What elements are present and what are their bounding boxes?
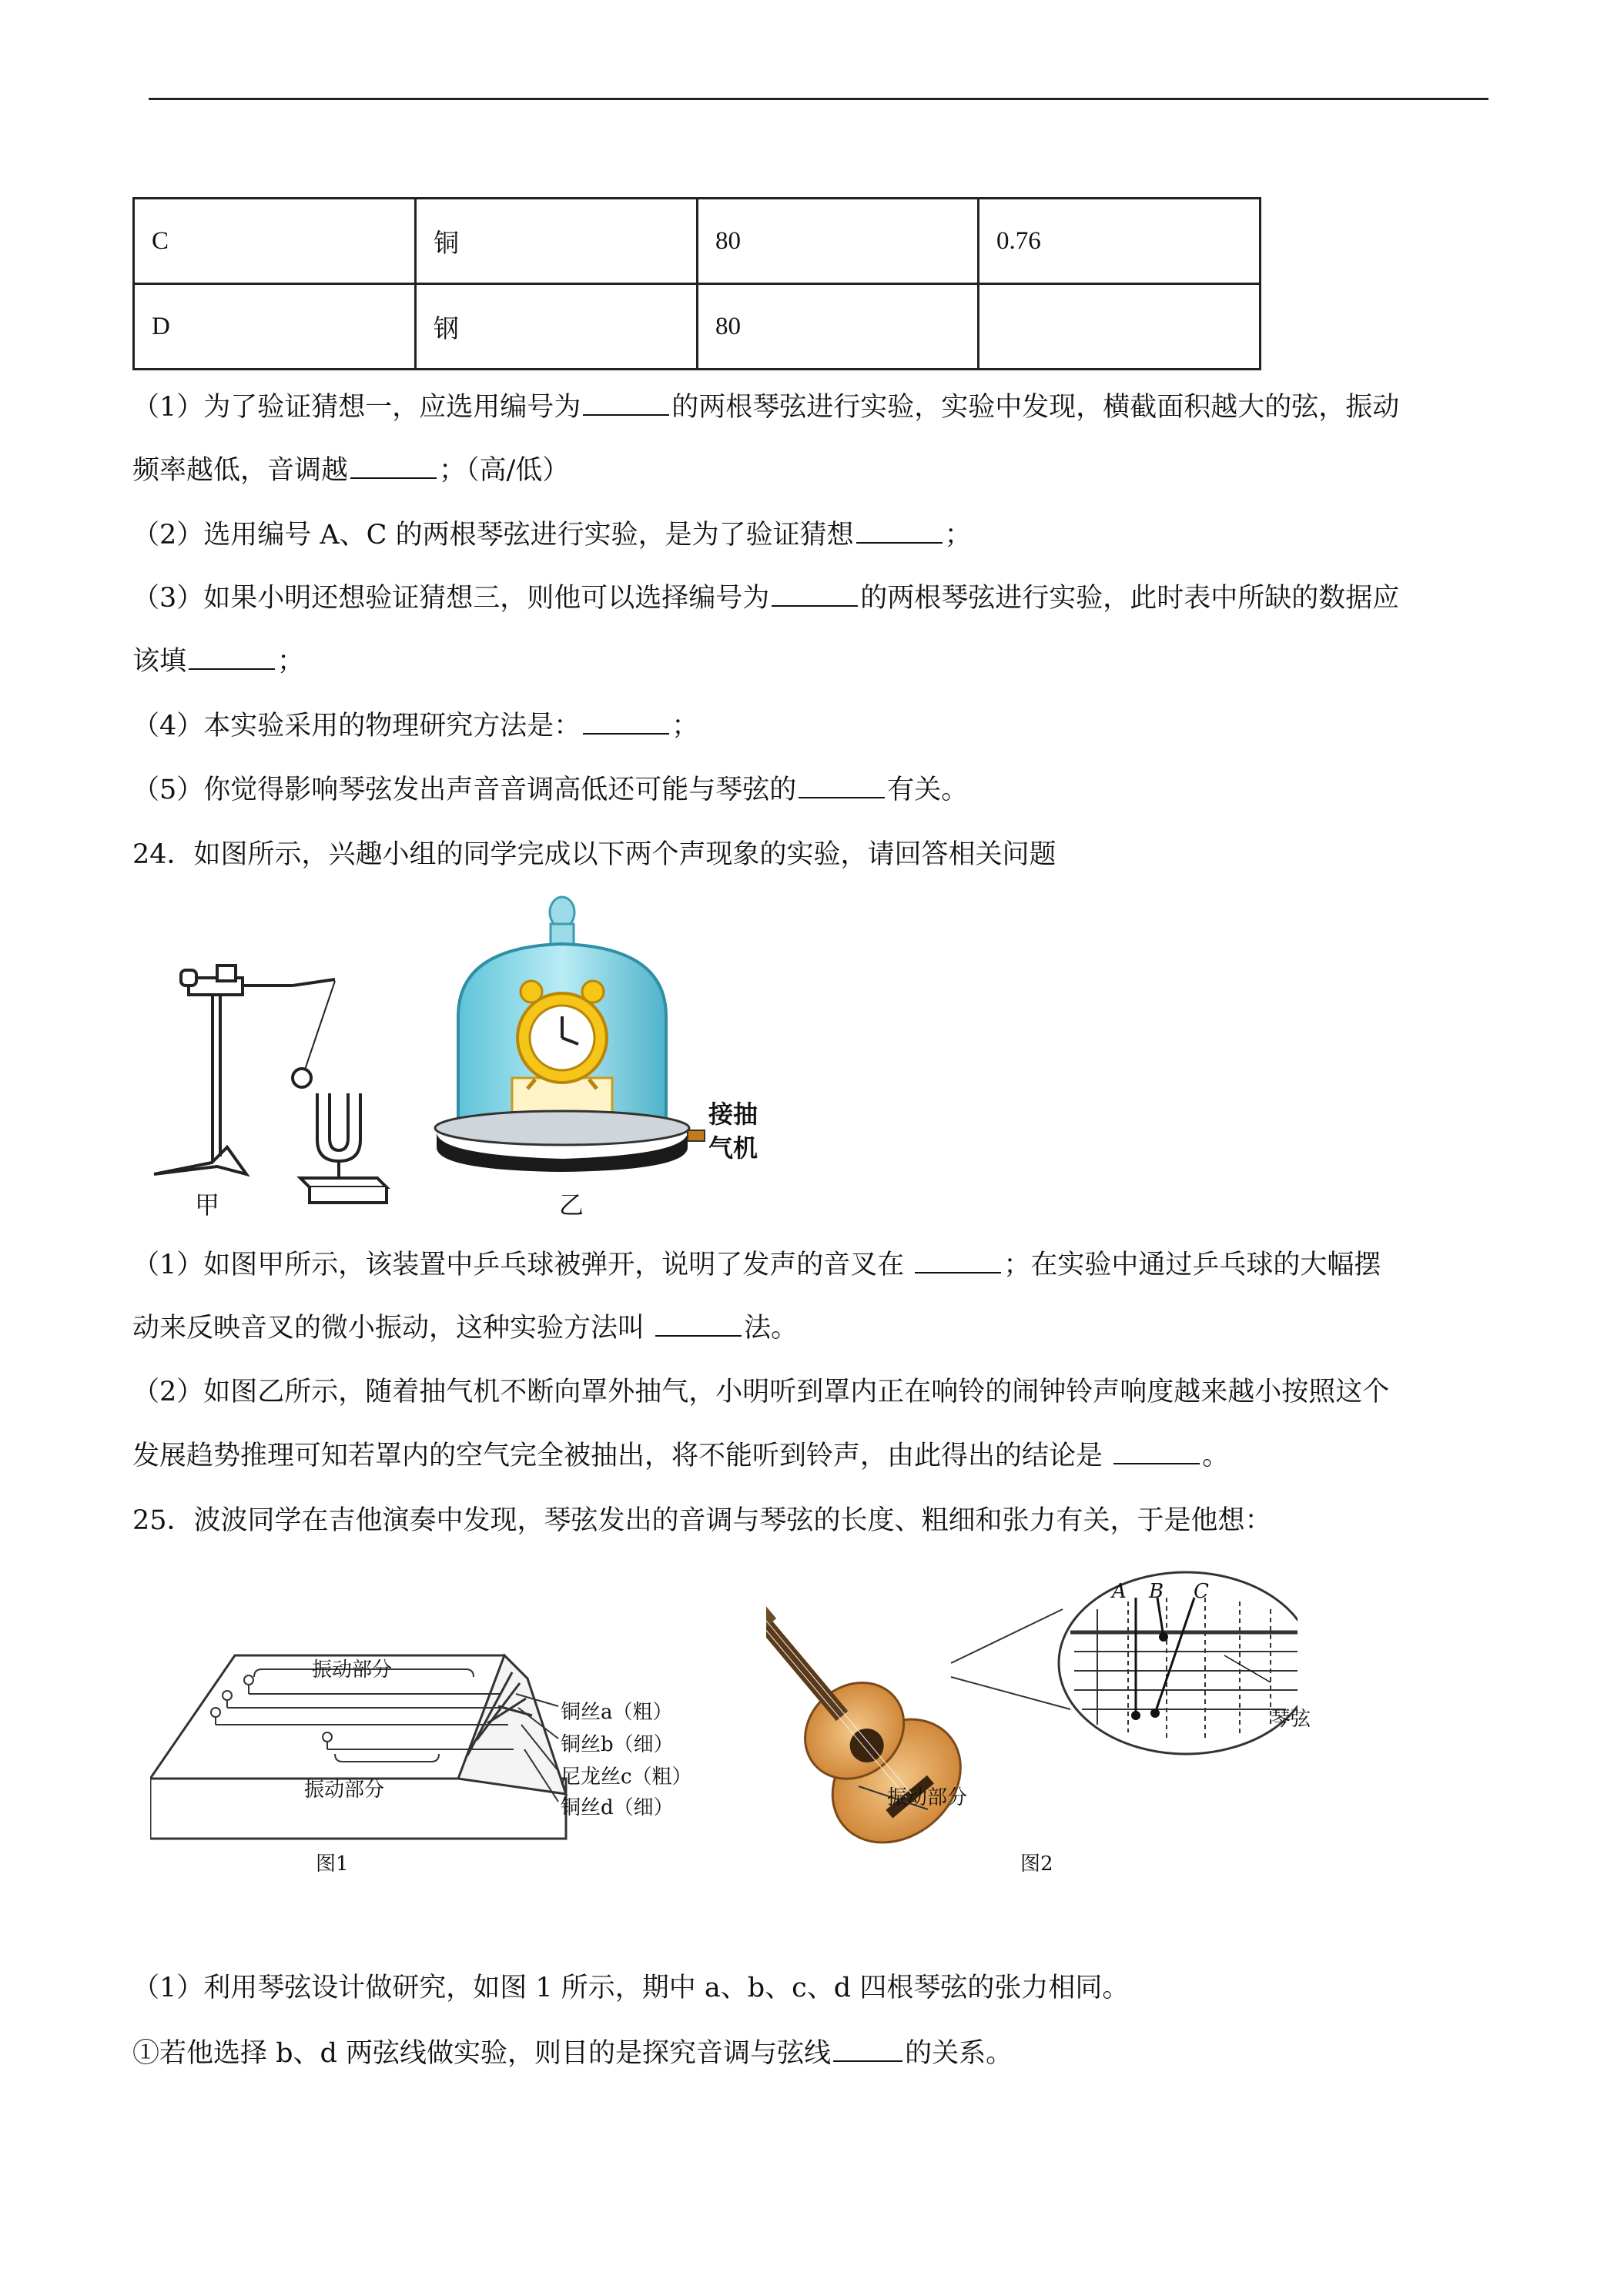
fig2-label-a: A bbox=[1112, 1580, 1127, 1603]
fig2-label-c: C bbox=[1194, 1580, 1209, 1603]
text: ； bbox=[277, 646, 305, 677]
text: （3）如果小明还想验证猜想三，则他可以选择编号为 bbox=[132, 583, 770, 614]
fig2-label-string: 琴弦 bbox=[1271, 1708, 1311, 1731]
q23-part1-line1 bbox=[132, 391, 1399, 423]
answer-blank bbox=[833, 2037, 902, 2062]
fig1-string-a: 铜丝a（粗） bbox=[561, 1701, 673, 1724]
text: 的关系。 bbox=[905, 2038, 1013, 2069]
q24-stem: 24．如图所示，兴趣小组的同学完成以下两个声现象的实验，请回答相关问题 bbox=[132, 839, 1056, 870]
answer-blank bbox=[583, 710, 669, 735]
figure-2-caption: 图2 bbox=[1020, 1853, 1053, 1876]
table-cell-area bbox=[979, 284, 1261, 370]
text: 的两根琴弦进行实验，此时表中所缺的数据应 bbox=[860, 583, 1400, 614]
answer-blank bbox=[915, 1249, 1001, 1274]
text: ；在实验中通过乒乓球的大幅摆 bbox=[1003, 1250, 1381, 1280]
text: 频率越低，音调越 bbox=[132, 455, 349, 486]
answer-blank bbox=[583, 391, 669, 416]
figure-yi bbox=[427, 893, 735, 1217]
table-cell-material: 钢 bbox=[416, 284, 698, 370]
q23-part5 bbox=[132, 774, 968, 805]
text: 法。 bbox=[744, 1313, 799, 1344]
answer-blank bbox=[350, 454, 437, 479]
text: 动来反映音叉的微小振动，这种实验方法叫 bbox=[132, 1313, 654, 1344]
answer-blank bbox=[799, 774, 885, 798]
q23-part3-line2 bbox=[132, 645, 304, 677]
text: ；（高/低） bbox=[439, 455, 570, 486]
answer-blank bbox=[189, 645, 275, 670]
q23-part2 bbox=[132, 519, 972, 551]
answer-blank bbox=[1113, 1440, 1200, 1464]
text: 发展趋势推理可知若罩内的空气完全被抽出，将不能听到铃声，由此得出的结论是 bbox=[132, 1441, 1112, 1471]
pump-label-line: 接抽 bbox=[708, 1099, 758, 1129]
table-cell-length: 80 bbox=[698, 284, 979, 370]
q23-part4 bbox=[132, 710, 698, 741]
fig1-string-d: 铜丝d（细） bbox=[561, 1796, 674, 1819]
q23-part1-line2 bbox=[132, 454, 569, 486]
q24-part2-line1: （2）如图乙所示，随着抽气机不断向罩外抽气，小明听到罩内正在响铃的闹钟铃声响度越来越小按照这个 bbox=[132, 1377, 1390, 1407]
q25-part1-sub1 bbox=[132, 2037, 1013, 2069]
strings-table bbox=[132, 197, 1261, 370]
text: （1）如图甲所示，该装置中乒乓球被弹开，说明了发声的音叉在 bbox=[132, 1250, 913, 1280]
text: （2）选用编号 A、C 的两根琴弦进行实验，是为了验证猜想 bbox=[132, 520, 854, 551]
table-row bbox=[134, 199, 1261, 284]
text: ①若他选择 b、d 两弦线做实验，则目的是探究音调与弦线 bbox=[132, 2038, 832, 2069]
q24-part1-line1 bbox=[132, 1249, 1381, 1280]
text: （5）你觉得影响琴弦发出声音音调高低还可能与琴弦的 bbox=[132, 775, 797, 805]
fig2-label-vibrating: 振动部分 bbox=[887, 1786, 968, 1809]
table-cell-id: C bbox=[134, 199, 416, 284]
figure-1-caption: 图1 bbox=[316, 1853, 349, 1876]
text: （4）本实验采用的物理研究方法是： bbox=[132, 711, 581, 741]
text: 有关。 bbox=[887, 775, 969, 805]
figure-2-guitar bbox=[766, 1555, 1298, 1848]
q24-part1-line2 bbox=[132, 1312, 798, 1344]
answer-blank bbox=[655, 1312, 742, 1337]
fig1-string-b: 铜丝b（细） bbox=[561, 1733, 674, 1756]
fig2-label-b: B bbox=[1149, 1580, 1164, 1603]
table-cell-id: D bbox=[134, 284, 416, 370]
q25-stem: 25．波波同学在吉他演奏中发现，琴弦发出的音调与琴弦的长度、粗细和张力有关，于是他想： bbox=[132, 1505, 1272, 1536]
figure-yi-label: 乙 bbox=[559, 1190, 584, 1220]
figure-jia bbox=[146, 955, 400, 1232]
q24-part2-line2 bbox=[132, 1440, 1229, 1471]
text: ； bbox=[671, 711, 699, 741]
figure-jia-label: 甲 bbox=[195, 1190, 220, 1220]
fig1-vib-top: 振动部分 bbox=[312, 1658, 393, 1682]
table-cell-area: 0.76 bbox=[979, 199, 1261, 284]
q25-part1: （1）利用琴弦设计做研究，如图 1 所示，期中 a、b、c、d 四根琴弦的张力相同。 bbox=[132, 1973, 1130, 2003]
table-row bbox=[134, 284, 1261, 370]
text: 。 bbox=[1202, 1441, 1230, 1471]
table-cell-length: 80 bbox=[698, 199, 979, 284]
table-cell-material: 铜 bbox=[416, 199, 698, 284]
pump-label-line: 气机 bbox=[708, 1133, 758, 1163]
text: ； bbox=[944, 520, 972, 551]
fig1-vib-bottom: 振动部分 bbox=[304, 1779, 385, 1802]
answer-blank bbox=[772, 582, 858, 607]
text: （1）为了验证猜想一，应选用编号为 bbox=[132, 392, 581, 423]
fig1-string-c: 尼龙丝c（粗） bbox=[561, 1766, 692, 1789]
q23-part3-line1 bbox=[132, 582, 1399, 614]
pump-label bbox=[708, 1097, 758, 1165]
header-rule bbox=[149, 98, 1488, 100]
text: 的两根琴弦进行实验，实验中发现，横截面积越大的弦，振动 bbox=[671, 392, 1400, 423]
answer-blank bbox=[856, 519, 943, 544]
text: 该填 bbox=[132, 646, 187, 677]
